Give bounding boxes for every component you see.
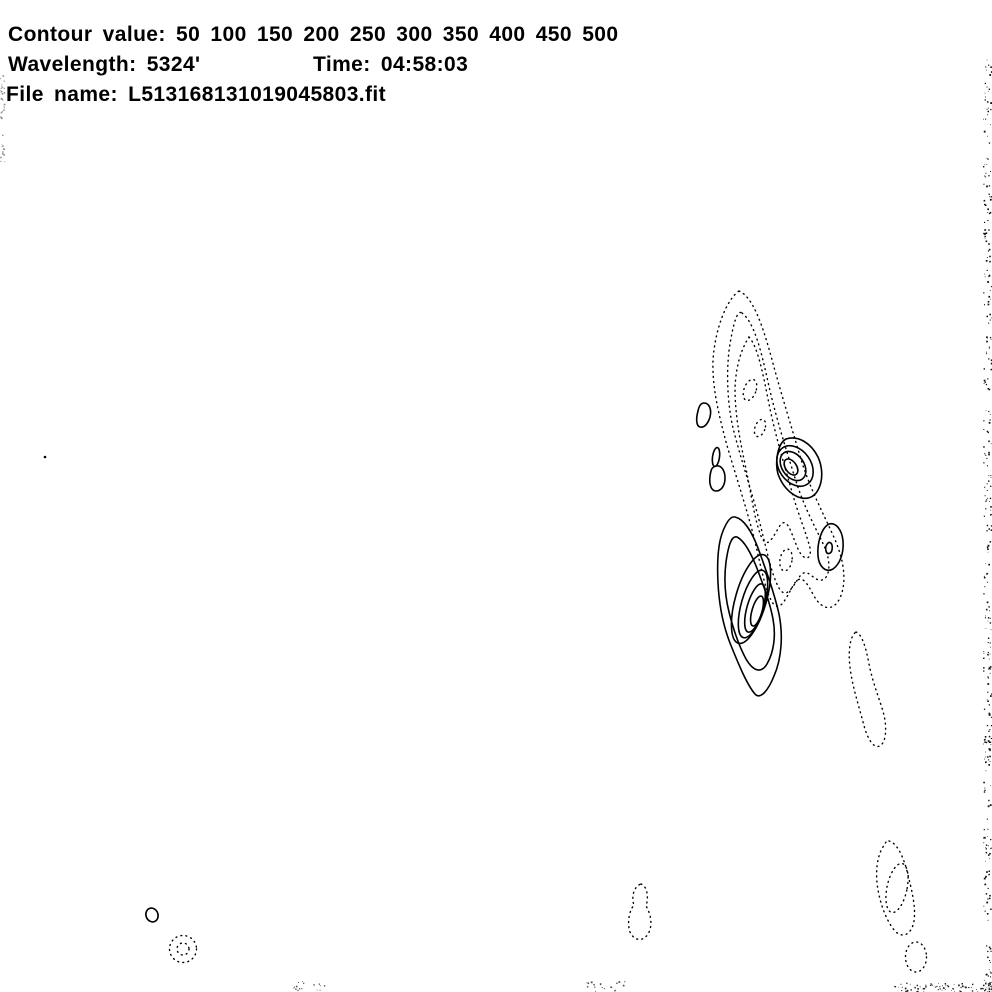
filename-label: File name:: [6, 83, 118, 106]
contour-values-label: Contour value:: [8, 23, 166, 46]
edge-noise: [293, 981, 325, 991]
negative-tail-southeast: [849, 632, 885, 746]
source-right-blob: [826, 542, 833, 553]
negative-small-cells: [741, 378, 760, 403]
source-small-circle-bottom-left: [144, 906, 160, 923]
negative-blob-bottom-right: [882, 861, 912, 914]
edge-noise: [587, 981, 626, 992]
time-value: 04:58:03: [380, 53, 469, 76]
contour-values-list: 50 100 150 200 250 300 350 400 450 500: [176, 23, 619, 46]
source-teardrop: [697, 403, 711, 427]
negative-small-cells: [778, 548, 794, 572]
negative-ring-bottom-left: [177, 943, 189, 955]
negative-blob-bottom-middle: [629, 884, 651, 939]
negative-blob-bottom-right: [906, 942, 927, 972]
negative-blob-bottom-right: [877, 841, 915, 935]
edge-noise: [983, 60, 992, 992]
speck-left-center: [44, 456, 47, 459]
wavelength-value: 5324': [146, 53, 201, 76]
edge-noise: [0, 75, 5, 162]
source-compact: [769, 439, 820, 493]
source-double-blob: [711, 447, 721, 467]
edge-noise: [894, 982, 992, 992]
filename-value: L513168131019045803.fit: [128, 83, 387, 106]
negative-ring-bottom-left: [170, 936, 197, 963]
time-label: Time:: [313, 53, 371, 76]
source-double-blob: [710, 466, 725, 491]
wavelength-label: Wavelength:: [8, 53, 137, 76]
source-right-blob: [818, 524, 843, 571]
negative-small-cells: [752, 418, 768, 438]
